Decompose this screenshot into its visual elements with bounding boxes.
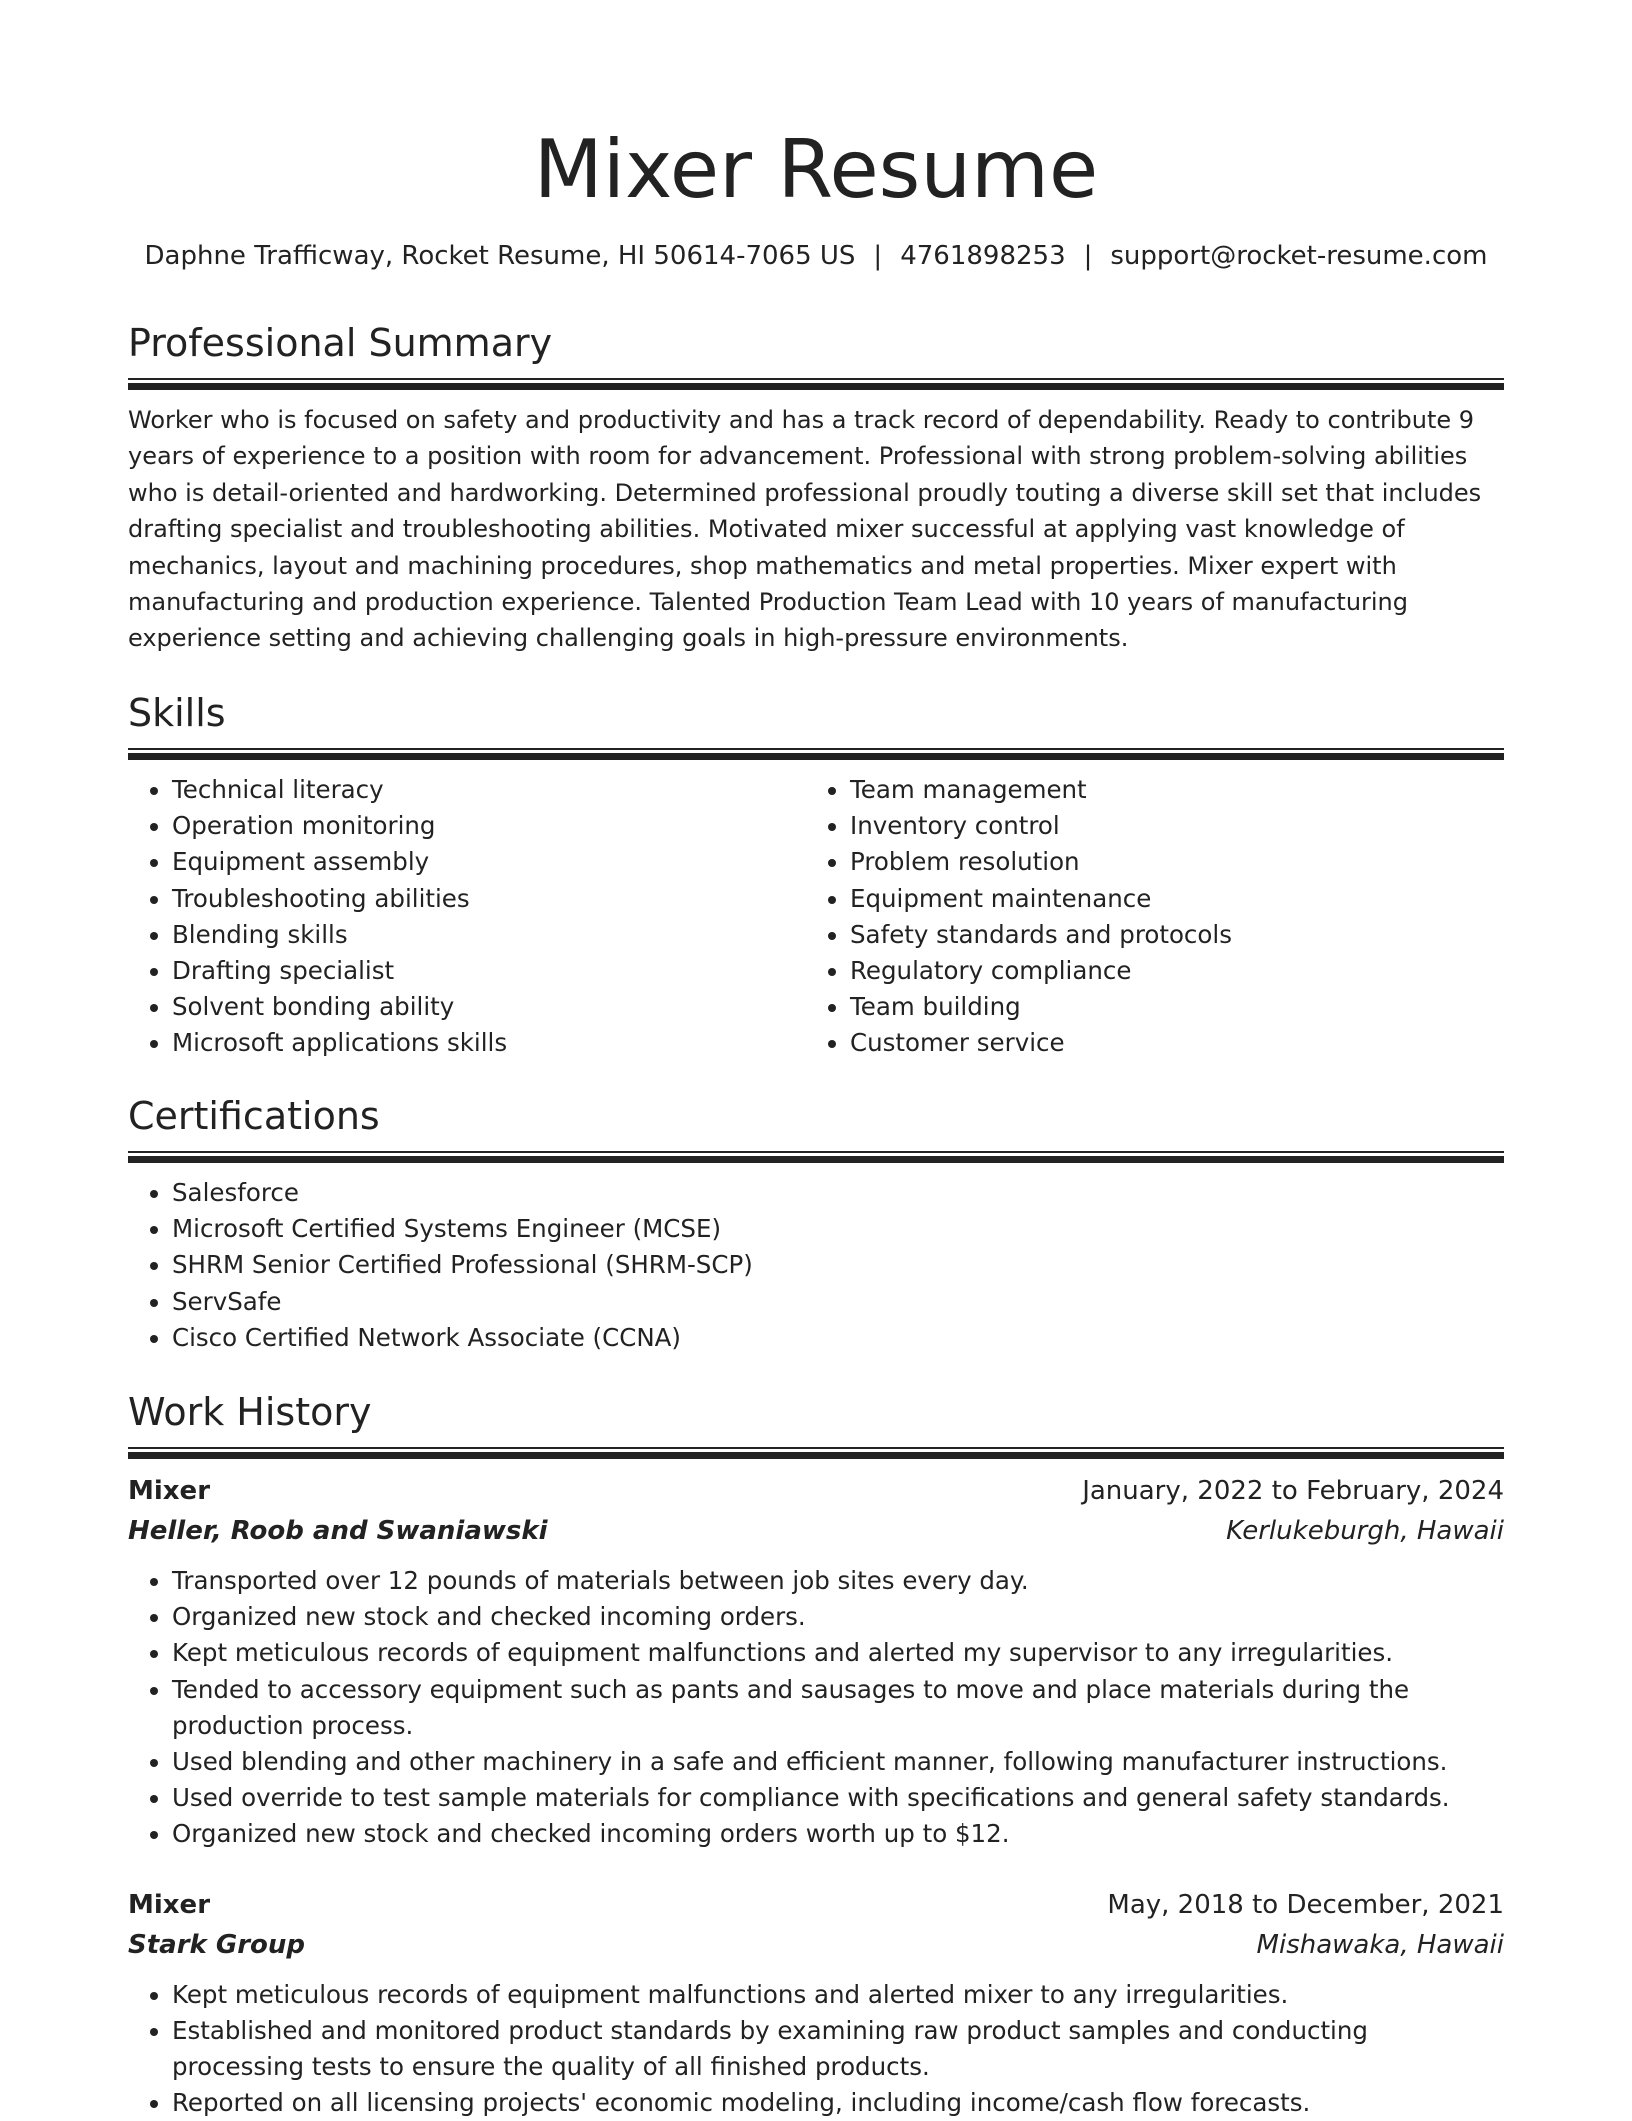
list-item: • Drafting specialist <box>172 953 806 989</box>
resume-title: Mixer Resume <box>533 123 1099 216</box>
job-location: Mishawaka, Hawaii <box>1256 1929 1504 1960</box>
list-item: • Transported over 12 pounds of materials between job sites every day. <box>172 1563 1504 1599</box>
section-divider <box>128 378 1504 390</box>
section-divider <box>128 748 1504 760</box>
list-item: • Technical literacy <box>172 772 806 808</box>
list-item: • Operation monitoring <box>172 808 806 844</box>
list-item: • Organized new stock and checked incoming orders worth up to $12. <box>172 1816 1504 1852</box>
list-item: • Kept meticulous records of equipment malfunctions and alerted my supervisor to any irregularities. <box>172 1635 1504 1671</box>
list-item: • SHRM Senior Certified Professional (SHRM-SCP) <box>172 1247 1504 1283</box>
contact-line <box>128 236 1504 276</box>
list-item: • Safety standards and protocols <box>850 917 1484 953</box>
skills-columns <box>128 760 1504 1062</box>
job-dates: May, 2018 to December, 2021 <box>1107 1889 1504 1920</box>
summary-heading: Professional Summary <box>128 321 553 365</box>
list-item: • Cisco Certified Network Associate (CCNA) <box>172 1320 1504 1356</box>
work-section <box>128 1387 1504 2121</box>
certifications-list <box>128 1175 1504 1356</box>
contact-email: support@rocket-resume.com <box>1110 241 1488 271</box>
list-item: • Solvent bonding ability <box>172 989 806 1025</box>
list-item: • Salesforce <box>172 1175 1504 1211</box>
skills-list-right <box>806 772 1484 1062</box>
job-subheader <box>128 1925 1504 1965</box>
list-item: • Customer service <box>850 1025 1484 1061</box>
job-location: Kerlukeburgh, Hawaii <box>1226 1516 1504 1546</box>
list-item: • Regulatory compliance <box>850 953 1484 989</box>
list-item: • Troubleshooting abilities <box>172 881 806 917</box>
section-divider <box>128 1151 1504 1163</box>
list-item: • Team management <box>850 772 1484 808</box>
list-item: • Used blending and other machinery in a safe and efficient manner, following manufacturer instructions. <box>172 1744 1504 1780</box>
list-item: • Microsoft Certified Systems Engineer (MCSE) <box>172 1211 1504 1247</box>
job-dates: January, 2022 to February, 2024 <box>1082 1476 1504 1506</box>
list-item: • Used override to test sample materials for compliance with specifications and general safety standards. <box>172 1780 1504 1816</box>
job-title: Mixer <box>128 1476 211 1506</box>
summary-section <box>128 318 1504 657</box>
job-header <box>128 1471 1504 1511</box>
list-item: • Equipment maintenance <box>850 881 1484 917</box>
job-bullets <box>128 1977 1504 2121</box>
job-entry <box>128 1471 1504 1853</box>
job-header <box>128 1885 1504 1925</box>
list-item: • ServSafe <box>172 1284 1504 1320</box>
contact-phone: 4761898253 <box>900 241 1066 271</box>
job-company: Heller, Roob and Swaniawski <box>128 1516 548 1546</box>
job-subheader <box>128 1511 1504 1551</box>
skills-heading: Skills <box>128 691 226 735</box>
contact-separator: | <box>873 241 883 271</box>
list-item: • Established and monitored product standards by examining raw product samples and conducting processing tests to ensure the quality of all finished products. <box>172 2013 1504 2085</box>
contact-separator: | <box>1083 241 1093 271</box>
list-item: • Tended to accessory equipment such as pants and sausages to move and place materials during the production process. <box>172 1672 1504 1744</box>
list-item: • Organized new stock and checked incoming orders. <box>172 1599 1504 1635</box>
skills-list-left <box>128 772 806 1062</box>
list-item: • Problem resolution <box>850 844 1484 880</box>
certifications-heading: Certifications <box>128 1094 380 1138</box>
certifications-section <box>128 1091 1504 1356</box>
skills-section <box>128 688 1504 1062</box>
list-item: • Inventory control <box>850 808 1484 844</box>
contact-address: Daphne Trafficway, Rocket Resume, HI 50614-7065 US <box>144 241 856 271</box>
job-entry <box>128 1885 1504 2121</box>
work-heading: Work History <box>128 1390 372 1434</box>
list-item: • Equipment assembly <box>172 844 806 880</box>
section-divider <box>128 1447 1504 1459</box>
list-item: • Team building <box>850 989 1484 1025</box>
job-bullets <box>128 1563 1504 1853</box>
list-item: • Reported on all licensing projects' economic modeling, including income/cash flow forecasts. <box>172 2085 1504 2121</box>
job-company: Stark Group <box>128 1929 306 1960</box>
list-item: • Microsoft applications skills <box>172 1025 806 1061</box>
list-item: • Kept meticulous records of equipment malfunctions and alerted mixer to any irregularities. <box>172 1977 1504 2013</box>
job-title: Mixer <box>128 1889 211 1920</box>
summary-text: Worker who is focused on safety and productivity and has a track record of dependability. Ready to contribute 9 years of experience to a position with room for advancement. Professional with strong problem-solving abilities who is detail-oriented and hardworking. Determined professional proudly touting a diverse skill set that includes drafting specialist and troubleshooting abilities. Motivated mixer successful at applying vast knowledge of mechanics, layout and machining procedures, shop mathematics and metal properties. Mixer expert with manufacturing and production experience. Talented Production Team Lead with 10 years of manufacturing experience setting and achieving challenging goals in high-pressure environments. <box>128 406 1482 653</box>
list-item: • Blending skills <box>172 917 806 953</box>
